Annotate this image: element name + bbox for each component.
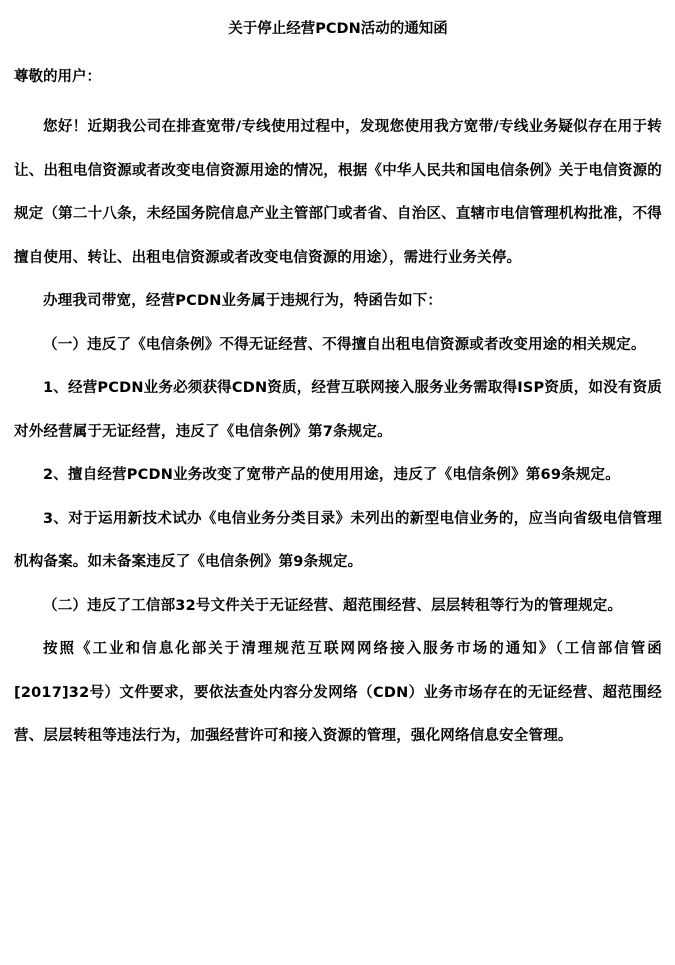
- salutation: 尊敬的用户：: [14, 69, 101, 85]
- paragraph-section-two: （二）违反了工信部32号文件关于无证经营、超范围经营、层层转租等行为的管理规定。: [43, 597, 623, 614]
- paragraph-regulation-reference: 按照《工业和信息化部关于清理规范互联网网络接入服务市场的通知》（工信部信管函[2017]32号）文件要求，要依法查处内容分发网络（CDN）业务市场存在的无证经营、超范围经营、层层转租等违法行为，加强经营许可和接入资源的管理，强化网络信息安全管理。: [14, 641, 662, 744]
- paragraph-item-1: 1、经营PCDN业务必须获得CDN资质，经营互联网接入服务业务需取得ISP资质，如没有资质对外经营属于无证经营，违反了《电信条例》第7条规定。: [14, 380, 662, 440]
- paragraph-item-2: 2、擅自经营PCDN业务改变了宽带产品的使用用途，违反了《电信条例》第69条规定。: [43, 467, 620, 483]
- document-title: 关于停止经营PCDN活动的通知函: [228, 21, 448, 37]
- paragraph-item-3: 3、对于运用新技术试办《电信业务分类目录》未列出的新型电信业务的，应当向省级电信管理机构备案。如未备案违反了《电信条例》第9条规定。: [14, 510, 662, 570]
- paragraph-notice-lead: 办理我司带宽，经营PCDN业务属于违规行为，特函告如下：: [43, 293, 443, 309]
- notice-document: [14, 14, 662, 759]
- paragraph-section-one: （一）违反了《电信条例》不得无证经营、不得擅自出租电信资源或者改变用途的相关规定。: [43, 336, 646, 353]
- paragraph-intro: 您好！近期我公司在排查宽带/专线使用过程中，发现您使用我方宽带/专线业务疑似存在用于转让、出租电信资源或者改变电信资源用途的情况，根据《中华人民共和国电信条例》关于电信资源的规定（第二十八条，未经国务院信息产业主管部门或者省、自治区、直辖市电信管理机构批准，不得擅自使用、转让、出租电信资源或者改变电信资源的用途），需进行业务关停。: [14, 119, 662, 266]
